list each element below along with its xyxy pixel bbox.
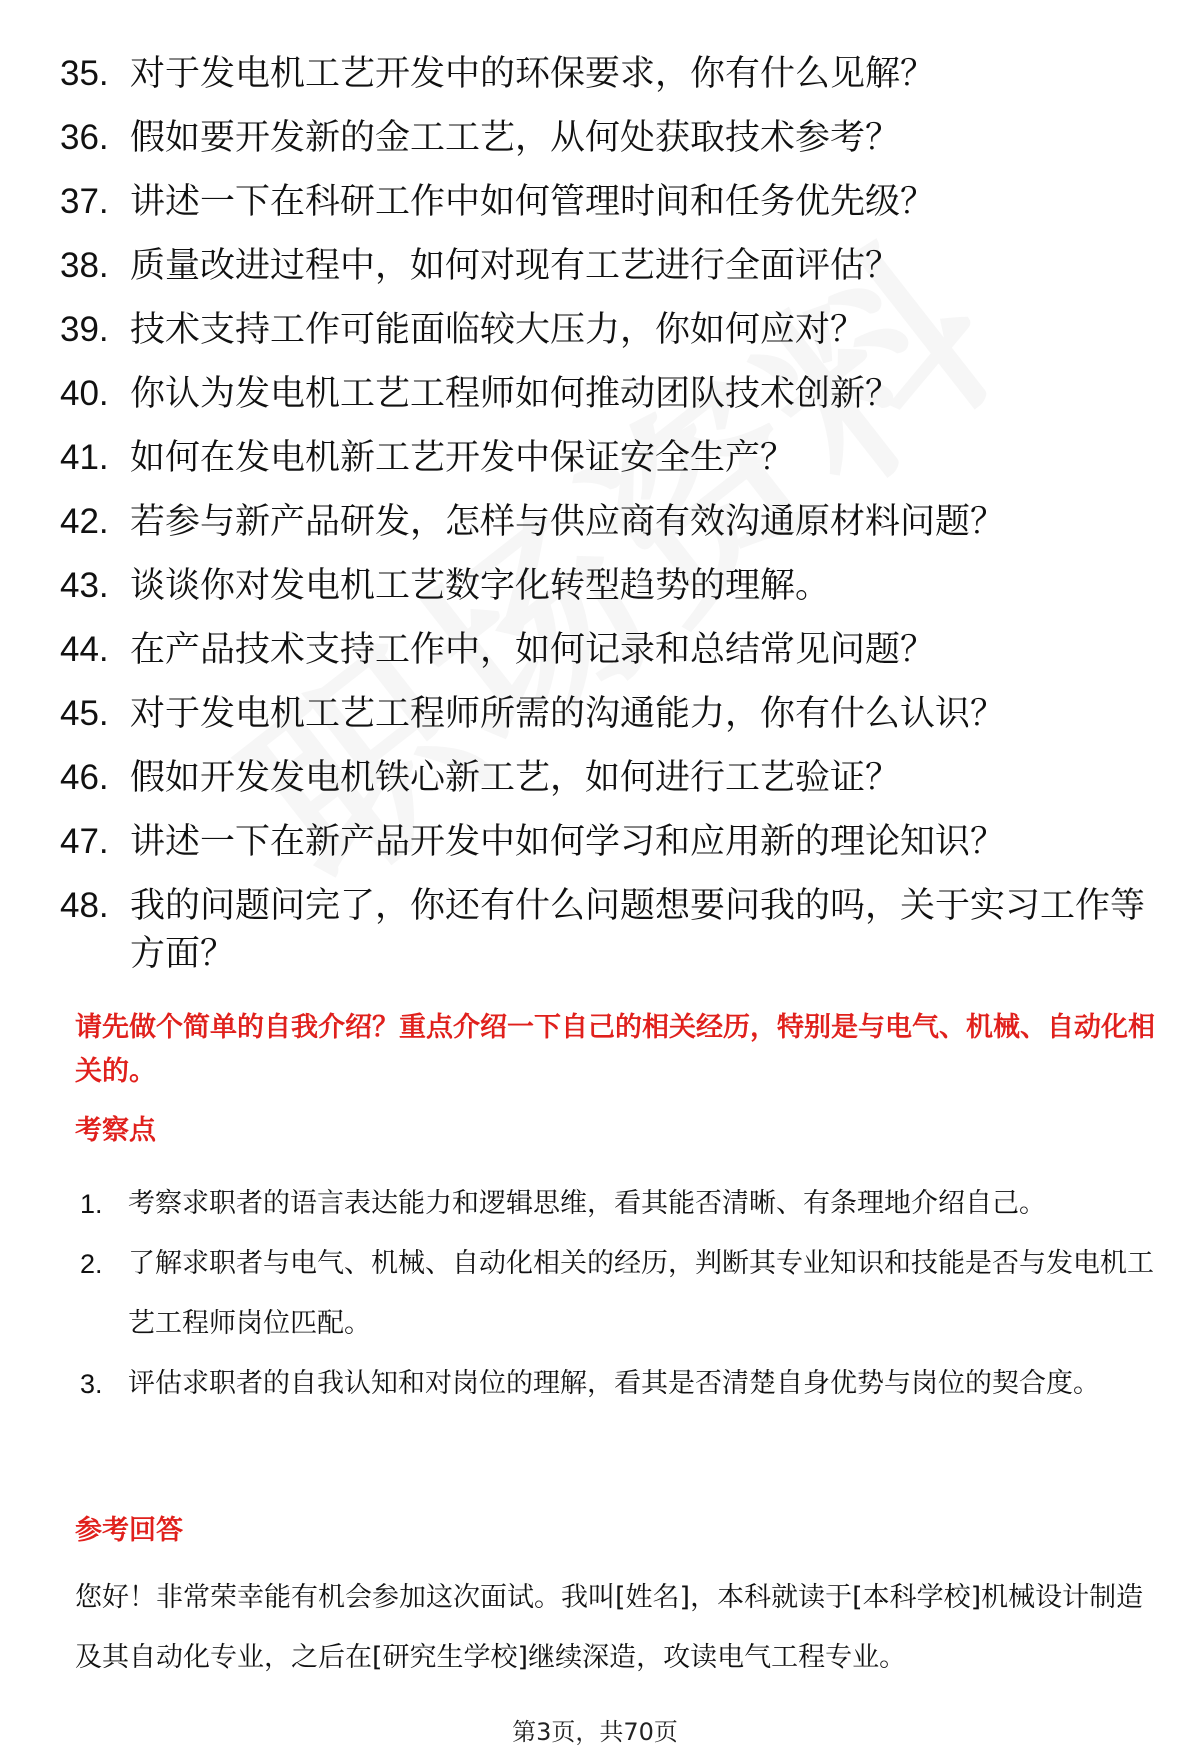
question-number: 41. [60,438,109,477]
question-number: 45. [60,694,109,733]
reference-answer-heading: 参考回答 [75,1515,183,1546]
question-item [60,818,1150,882]
question-item [60,498,1150,562]
focus-points-list [80,1174,1160,1414]
focus-point-text: 考察求职者的语言表达能力和逻辑思维，看其能否清晰、有条理地介绍自己。 [128,1188,1046,1219]
question-item [60,882,1150,994]
question-text: 技术支持工作可能面临较大压力，你如何应对？ [130,310,866,350]
question-number: 38. [60,246,109,285]
question-item [60,754,1150,818]
question-text: 讲述一下在科研工作中如何管理时间和任务优先级？ [130,182,936,222]
question-item [60,50,1150,114]
question-item [60,626,1150,690]
focus-point-number: 1. [80,1189,103,1219]
question-item [60,562,1150,626]
question-text: 若参与新产品研发，怎样与供应商有效沟通原材料问题？ [130,502,1006,542]
question-text: 假如要开发新的金工工艺，从何处获取技术参考？ [130,118,901,158]
focus-point-number: 3. [80,1369,103,1399]
focus-point-number: 2. [80,1249,103,1279]
question-number: 39. [60,310,109,349]
focus-point-text: 了解求职者与电气、机械、自动化相关的经历，判断其专业知识和技能是否与发电机工艺工程师岗位匹配。 [128,1248,1154,1339]
question-number: 40. [60,374,109,413]
question-item [60,306,1150,370]
question-number: 42. [60,502,109,541]
question-text: 讲述一下在新产品开发中如何学习和应用新的理论知识？ [130,822,1006,862]
question-list [60,50,1150,994]
question-item [60,370,1150,434]
question-text: 如何在发电机新工艺开发中保证安全生产？ [130,438,796,478]
question-number: 47. [60,822,109,861]
question-text: 在产品技术支持工作中，如何记录和总结常见问题？ [130,630,936,670]
question-number: 35. [60,54,109,93]
question-text: 对于发电机工艺工程师所需的沟通能力，你有什么认识？ [130,694,1006,734]
page-number: 第3页，共70页 [512,1718,678,1746]
question-text: 我的问题问完了，你还有什么问题想要问我的吗，关于实习工作等方面？ [130,886,1146,974]
reference-answer-text: 您好！非常荣幸能有机会参加这次面试。我叫[姓名]，本科就读于[本科学校]机械设计制造及其自动化专业，之后在[研究生学校]继续深造，攻读电气工程专业。 [75,1582,1144,1673]
question-number: 44. [60,630,109,669]
question-text: 你认为发电机工艺工程师如何推动团队技术创新？ [130,374,901,414]
interview-question-heading: 请先做个简单的自我介绍？重点介绍一下自己的相关经历，特别是与电气、机械、自动化相关的。 [75,1012,1155,1087]
question-text: 质量改进过程中，如何对现有工艺进行全面评估？ [130,246,901,286]
question-text: 假如开发发电机铁心新工艺，如何进行工艺验证？ [130,758,901,798]
focus-points-heading: 考察点 [75,1115,156,1146]
question-number: 46. [60,758,109,797]
focus-point-item [80,1354,1160,1414]
question-number: 36. [60,118,109,157]
question-text: 谈谈你对发电机工艺数字化转型趋势的理解。 [130,566,831,606]
question-number: 37. [60,182,109,221]
question-item [60,178,1150,242]
question-item [60,434,1150,498]
focus-point-text: 评估求职者的自我认知和对岗位的理解，看其是否清楚自身优势与岗位的契合度。 [128,1368,1100,1399]
question-text: 对于发电机工艺开发中的环保要求，你有什么见解？ [130,54,936,94]
question-item [60,690,1150,754]
question-item [60,242,1150,306]
question-number: 48. [60,886,109,925]
question-item [60,114,1150,178]
question-number: 43. [60,566,109,605]
focus-point-item [80,1234,1160,1354]
focus-point-item [80,1174,1160,1234]
